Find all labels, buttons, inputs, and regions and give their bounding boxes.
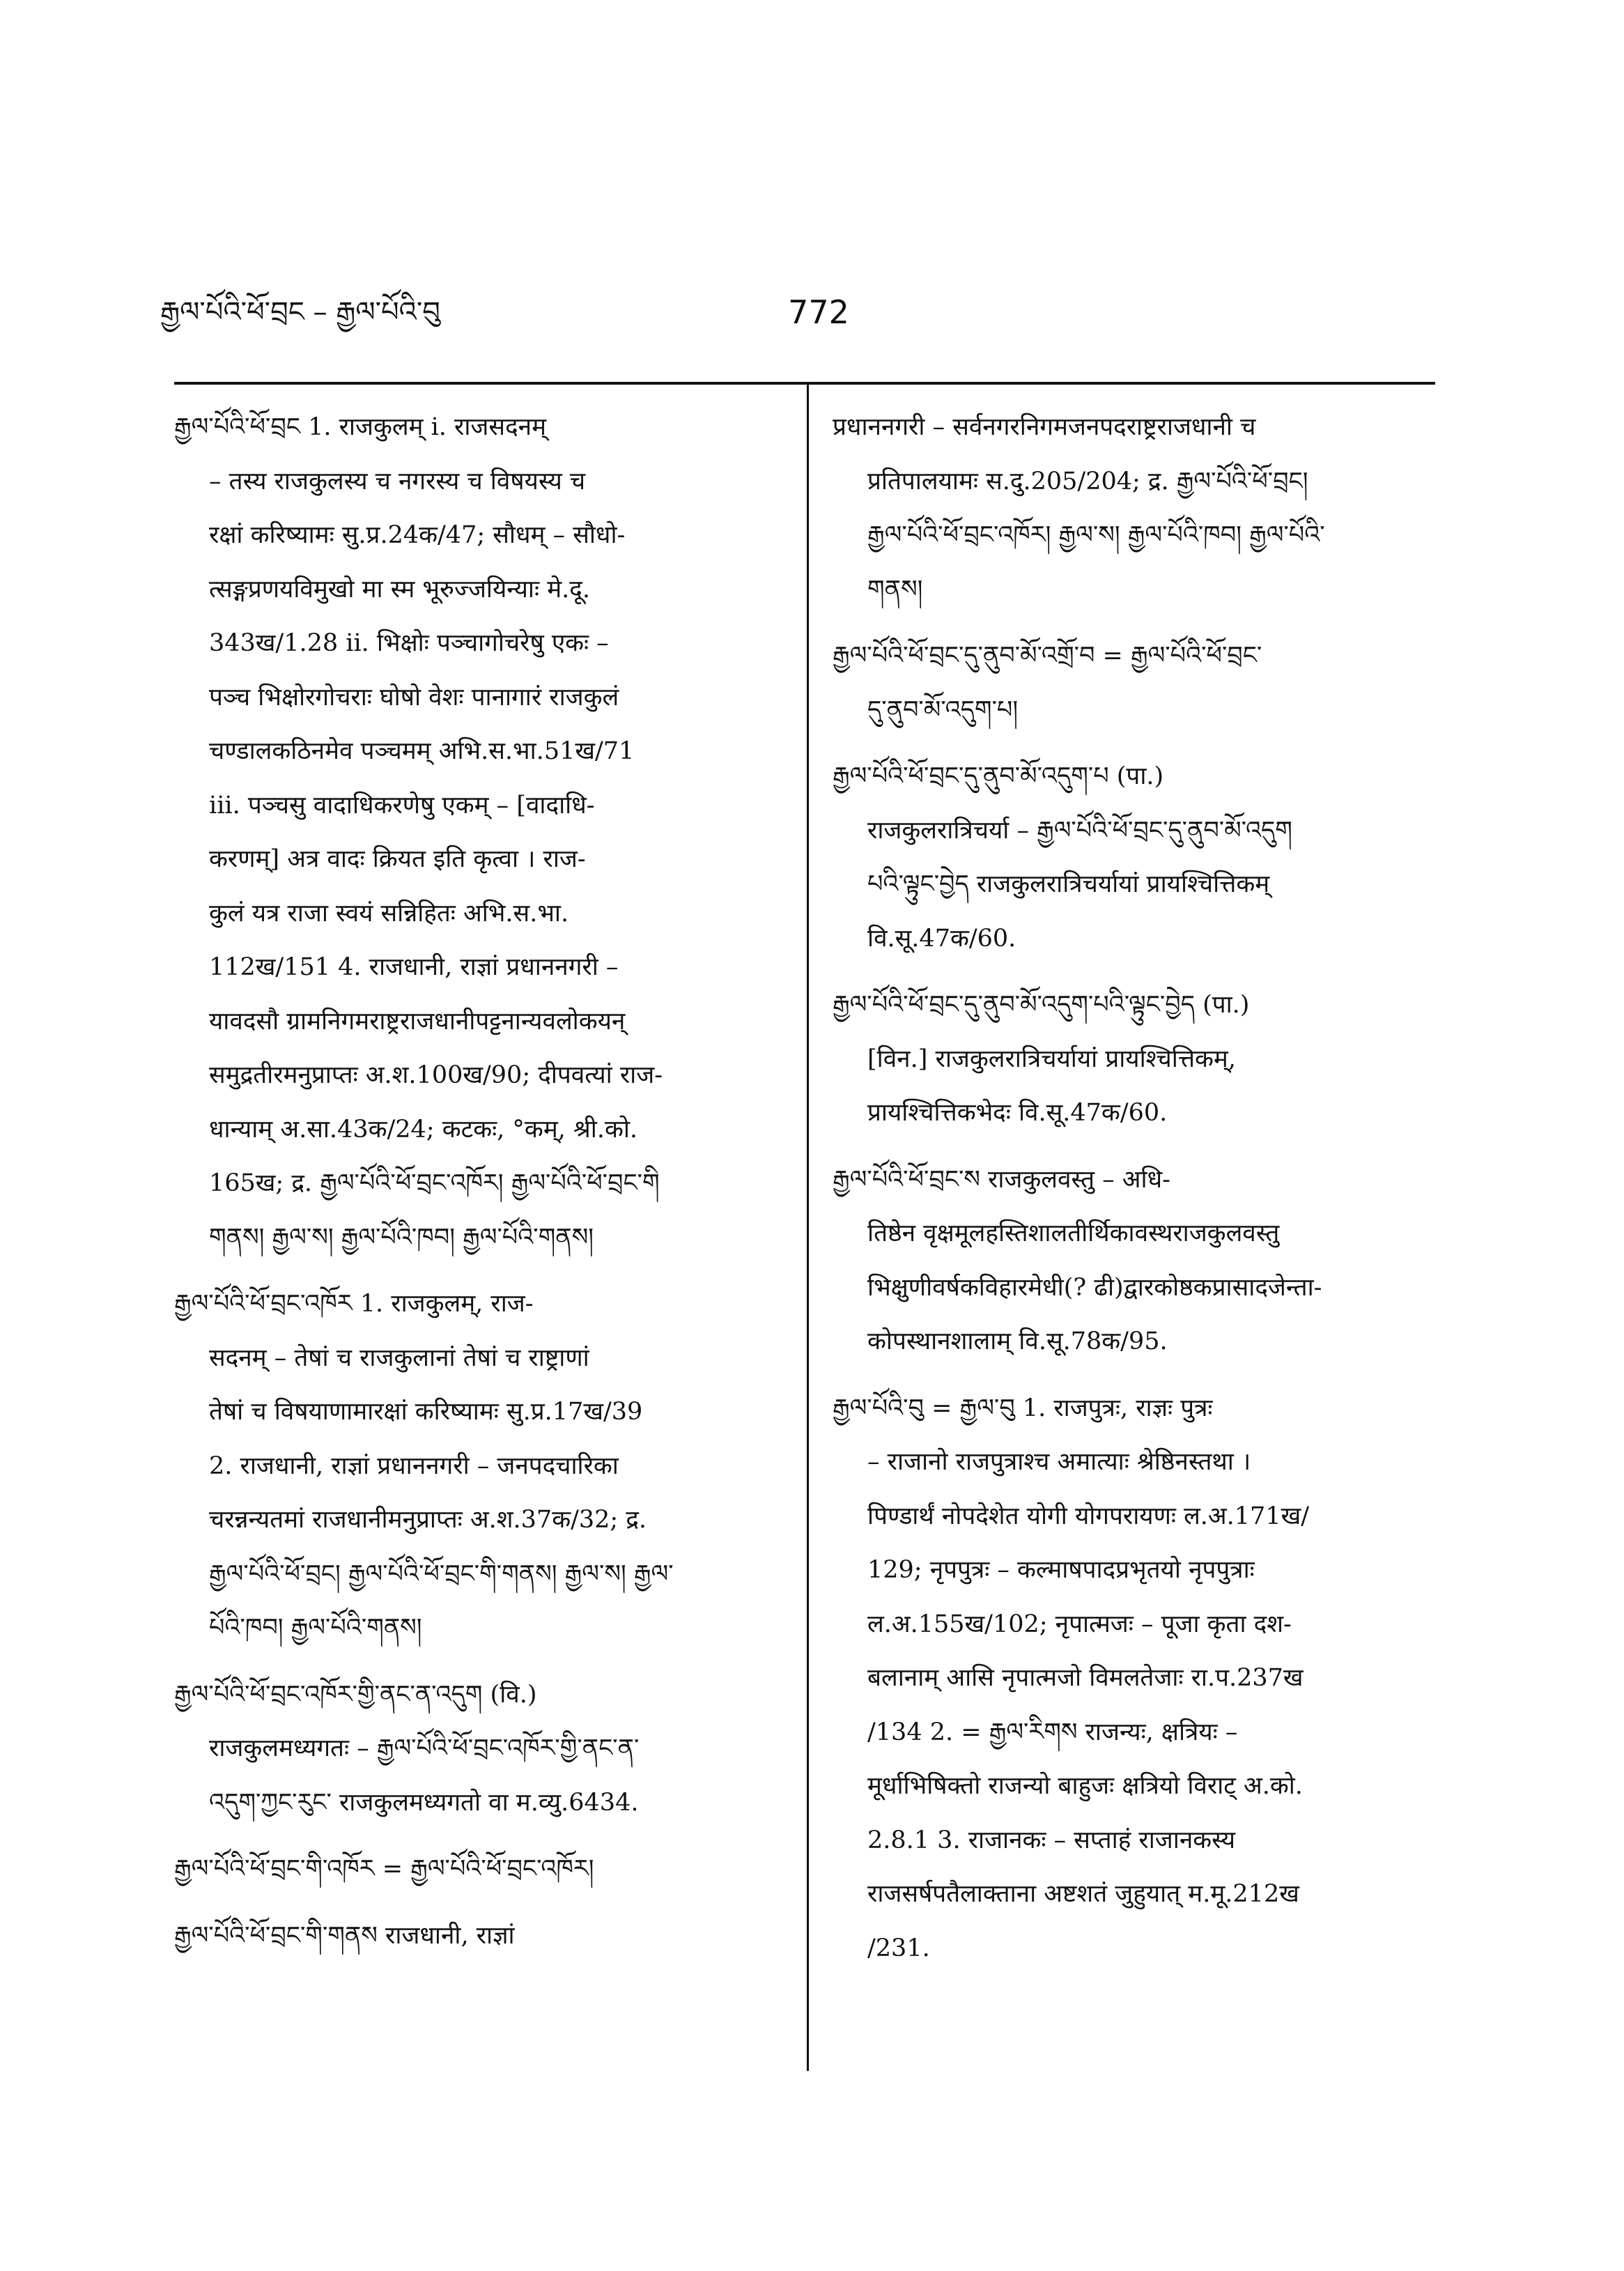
column-divider — [807, 385, 809, 2071]
entry-line: – तस्य राजकुलस्य च नगरस्य च विषयस्य च — [209, 467, 586, 495]
entry-line: राजकुलरात्रिचर्या – རྒྱལ་པོའི་ཕོ་བྲང་དུ་ནུབ་མོ་འདུག — [867, 816, 1292, 845]
entry-line: सदनम् – तेषां च राजकुलानां तेषां च राष्ट्राणां — [209, 1344, 589, 1372]
entry-line: གནས། རྒྱལ་ས། རྒྱལ་པོའི་ཁབ། རྒྱལ་པོའི་གནས། — [209, 1223, 594, 1252]
entry-line: तिष्ठेन वृक्षमूलहस्तिशालतीर्थिकावस्थराजकुलवस्तु — [867, 1219, 1280, 1247]
entry-line: 112ख/151 4. राजधानी, राज्ञां प्रधाननगरी – — [209, 953, 619, 981]
dictionary-entry — [833, 750, 1432, 966]
entry-line: [विन.] राजकुलरात्रिचर्यायां प्रायश्चित्तिकम्, — [867, 1045, 1236, 1073]
entry-line: तेषां च विषयाणामारक्षां करिष्यामः सु.प्र.17ख/39 — [209, 1398, 643, 1426]
entry-line: चरन्नन्यतमां राजधानीमनुप्राप्तः अ.श.37क/32; द्र. — [209, 1506, 647, 1534]
entry-first-line: རྒྱལ་པོའི་ཕོ་བྲང་དུ་ནུབ་མོ་འདུག་པའི་ལྟུང་བྱེད (पा.) — [833, 991, 1250, 1019]
entry-line: – राजानो राजपुत्राश्च अमात्याः श्रेष्ठिनस्तथा । — [867, 1448, 1251, 1476]
entry-first-line: རྒྱལ་པོའི་ཕོ་བྲང་དུ་ནུབ་མོ་འགྲོ་བ = རྒྱལ་པོའི་ཕོ་བྲང་ — [833, 642, 1262, 670]
dictionary-entry — [174, 1277, 773, 1656]
entry-line: དུ་ནུབ་མོ་འདུག་པ། — [867, 695, 1019, 724]
dictionary-entry — [174, 401, 773, 1265]
entry-line: कोपस्थानशालाम् वि.सू.78क/95. — [867, 1327, 1168, 1355]
entry-line: པའི་ལྟུང་བྱེད राजकुलरात्रिचर्यायां प्रायश्चित्तिकम् — [867, 870, 1270, 898]
entry-line: राजकुलमध्यगतः – རྒྱལ་པོའི་ཕོ་བྲང་འཁོར་གྱི་ནང་ན་ — [209, 1734, 640, 1762]
entry-first-line: རྒྱལ་པོའི་ཕོ་བྲང་ས राजकुलवस्तु – अधि- — [833, 1165, 1170, 1194]
entry-first-line: རྒྱལ་པོའི་ཕོ་བྲང་འཁོར 1. राजकुलम्, राज- — [174, 1290, 534, 1318]
dictionary-entry — [174, 1668, 773, 1831]
dictionary-entry — [833, 1382, 1432, 1976]
entry-line: རྒྱལ་པོའི་ཕོ་བྲང། རྒྱལ་པོའི་ཕོ་བྲང་གི་གནས། རྒྱལ་ས། རྒྱལ་ — [209, 1560, 674, 1588]
entry-first-line: རྒྱལ་པོའི་ཕོ་བྲང་གི་གནས राजधानी, राज्ञां — [174, 1921, 515, 1950]
entry-line: कुलं यत्र राजा स्वयं सन्निहितः अभि.स.भा. — [209, 899, 569, 927]
entry-line: रक्षां करिष्यामः सु.प्र.24क/47; सौधम् – सौधो- — [209, 521, 626, 549]
entry-line: वि.सू.47क/60. — [867, 924, 1016, 953]
entry-line: གནས། — [867, 575, 923, 603]
entry-line: 165ख; द्र. རྒྱལ་པོའི་ཕོ་བྲང་འཁོར། རྒྱལ་པོའི་ཕོ་བྲང་གི — [209, 1169, 660, 1197]
page-header — [160, 291, 1477, 333]
entry-line: /134 2. = རྒྱལ་རིགས राजन्यः, क्षत्रियः – — [867, 1718, 1238, 1746]
entry-line: यावदसौ ग्रामनिगमराष्ट्रराजधानीपट्टनान्यवलोकयन् — [209, 1007, 626, 1036]
entry-first-line: प्रधाननगरी – सर्वनगरनिगमजनपदराष्ट्रराजधानी च — [833, 413, 1256, 441]
entry-line: 343ख/1.28 ii. भिक्षोः पञ्चागोचरेषु एकः – — [209, 629, 609, 657]
right-column — [833, 401, 1432, 2087]
entry-line: चण्डालकठिनमेव पञ्चमम् अभि.स.भा.51ख/71 — [209, 737, 635, 765]
entry-line: राजसर्षपतैलाक्ताना अष्टशतं जुहुयात् म.मू.212ख — [867, 1880, 1299, 1908]
entry-line: 2. राजधानी, राज्ञां प्रधाननगरी – जनपदचारिका — [209, 1452, 619, 1480]
dictionary-entry — [174, 1909, 773, 1964]
left-column — [174, 401, 773, 2087]
entry-line: འདུག་ཀྱང་རུང་ राजकुलमध्यगतो वा म.व्यु.6434. — [209, 1788, 639, 1817]
entry-line: /231. — [867, 1934, 930, 1962]
dictionary-entry — [833, 401, 1432, 617]
entry-first-line: རྒྱལ་པོའི་བུ = རྒྱལ་བུ 1. राजपुत्रः, राज्ञः पुत्रः — [833, 1394, 1213, 1422]
top-rule — [174, 382, 1435, 385]
entry-line: iii. पञ्चसु वादाधिकरणेषु एकम् – [वादाधि- — [209, 791, 595, 819]
entry-line: पञ्च भिक्षोरगोचराः घोषो वेशः पानागारं राजकुलं — [209, 683, 619, 711]
entry-line: बलानाम् आसि नृपात्मजो विमलतेजाः रा.प.237ख — [867, 1664, 1304, 1692]
entry-first-line: རྒྱལ་པོའི་ཕོ་བྲང་དུ་ནུབ་མོ་འདུག་པ (पा.) — [833, 762, 1164, 790]
dictionary-entry — [833, 1153, 1432, 1369]
entry-first-line: རྒྱལ་པོའི་ཕོ་བྲང་འཁོར་གྱི་ནང་ན་འདུག (वि.) — [174, 1680, 537, 1709]
entry-line: मूर्धाभिषिक्तो राजन्यो बाहुजः क्षत्रियो विराट् अ.को. — [867, 1772, 1303, 1800]
entry-line: ल.अ.155ख/102; नृपात्मजः – पूजा कृता दश- — [867, 1610, 1292, 1638]
dictionary-entry — [833, 629, 1432, 737]
entry-line: पिण्डार्थं नोपदेशेत योगी योगपरायणः ल.अ.171ख/ — [867, 1502, 1310, 1530]
entry-line: प्रायश्चित्तिकभेदः वि.सू.47क/60. — [867, 1099, 1168, 1127]
page-number: 772 — [788, 293, 849, 331]
entry-line: རྒྱལ་པོའི་ཕོ་བྲང་འཁོར། རྒྱལ་ས། རྒྱལ་པོའི་ཁབ། རྒྱལ་པོའི་ — [867, 521, 1325, 549]
entry-line: भिक्षुणीवर्षकविहारमेधी(? ढी)द्वारकोष्ठकप्रासादजेन्ता- — [867, 1273, 1322, 1302]
entry-first-line: རྒྱལ་པོའི་ཕོ་བྲང 1. राजकुलम् i. राजसदनम् — [174, 413, 547, 441]
entry-first-line: རྒྱལ་པོའི་ཕོ་བྲང་གི་འཁོར = རྒྱལ་པོའི་ཕོ་བྲང་འཁོར། — [174, 1855, 594, 1883]
entry-line: प्रतिपालयामः स.दु.205/204; द्र. རྒྱལ་པོའི་ཕོ་བྲང། — [867, 467, 1308, 495]
entry-line: 129; नृपपुत्रः – कल्माषपादप्रभृतयो नृपपुत्राः — [867, 1556, 1255, 1584]
entry-line: समुद्रतीरमनुप्राप्तः अ.श.100ख/90; दीपवत्यां राज- — [209, 1061, 663, 1089]
entry-line: པོའི་ཁབ། རྒྱལ་པོའི་གནས། — [209, 1614, 422, 1642]
entry-line: त्सङ्गप्रणयविमुखो मा स्म भूरुज्जयिन्याः मे.दू. — [209, 575, 590, 603]
entry-line: 2.8.1 3. राजानकः – सप्ताहं राजानकस्य — [867, 1826, 1236, 1854]
running-head: རྒྱལ་པོའི་ཕོ་བྲང – རྒྱལ་པོའི་བུ — [160, 296, 440, 328]
entry-line: करणम्] अत्र वादः क्रियत इति कृत्वा । राज- — [209, 845, 586, 873]
dictionary-entry — [833, 978, 1432, 1141]
dictionary-entry — [174, 1842, 773, 1897]
entry-line: धान्याम् अ.सा.43क/24; कटकः, °कम्, श्री.को. — [209, 1115, 638, 1144]
